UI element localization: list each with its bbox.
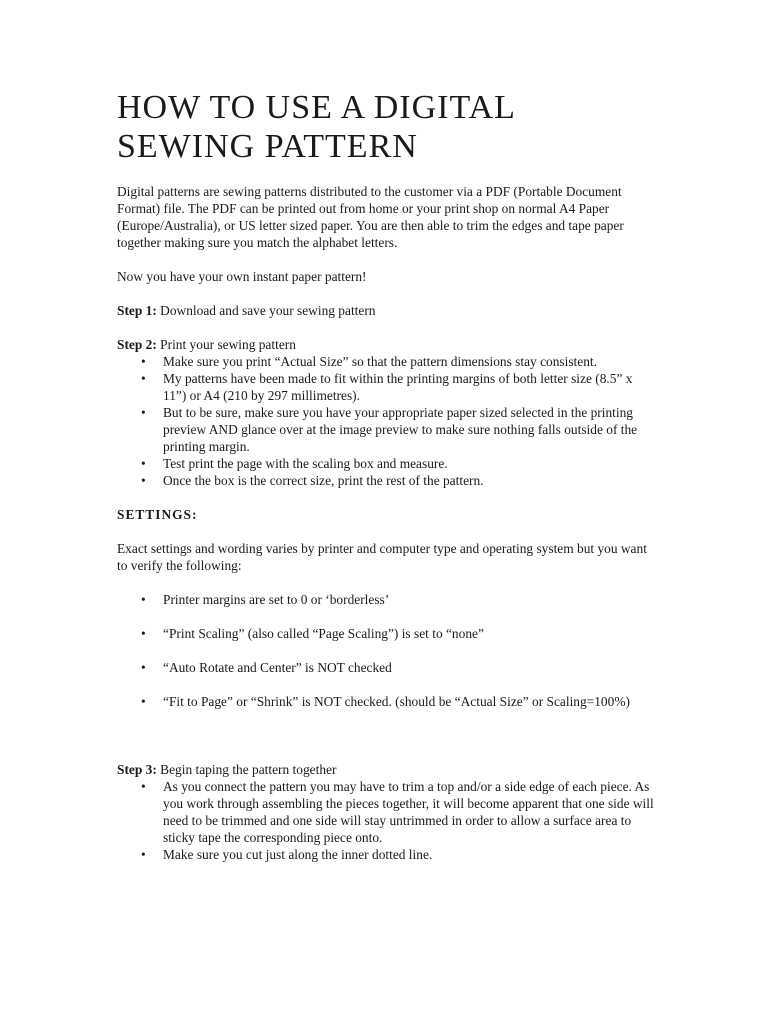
step-3 (117, 761, 657, 778)
title-line-2: SEWING PATTERN (117, 128, 418, 165)
list-item-text: As you connect the pattern you may have to trim a top and/or a side edge of each piece. As you work through assembling the pieces together, it will become apparent that one side will need to be trimmed and one side will stay untrimmed in order to allow a surface area to sticky tape the corresponding piece onto. (163, 779, 654, 845)
step-3-list (117, 778, 657, 863)
list-item-text: Make sure you print “Actual Size” so that the pattern dimensions stay consistent. (163, 354, 597, 369)
list-item (117, 353, 657, 370)
list-item-text: Printer margins are set to 0 or ‘borderless’ (163, 592, 390, 607)
list-item (117, 370, 657, 404)
list-item-text: “Fit to Page” or “Shrink” is NOT checked. (should be “Actual Size” or Scaling=100%) (163, 694, 630, 709)
step-1-label: Step 1: (117, 303, 157, 318)
list-item (117, 778, 657, 846)
bullet-icon: • (141, 779, 146, 794)
list-item-text: Once the box is the correct size, print the rest of the pattern. (163, 473, 484, 488)
list-item (117, 455, 657, 472)
settings-intro: Exact settings and wording varies by printer and computer type and operating system but you want to verify the following: (117, 541, 647, 573)
list-item (117, 591, 657, 608)
list-item-text: My patterns have been made to fit within the printing margins of both letter size (8.5” x 11”) or A4 (210 by 297 millimetres). (163, 371, 633, 403)
list-item-text: Test print the page with the scaling box and measure. (163, 456, 448, 471)
step-1-text: Download and save your sewing pattern (160, 303, 376, 318)
intro-paragraph: Digital patterns are sewing patterns distributed to the customer via a PDF (Portable Document Format) file. The PDF can be printed out from home or your print shop on normal A4 Paper (Europe/Australia), or US letter sized paper. You are then able to trim the edges and tape paper together making sure you match the alphabet letters. (117, 184, 624, 250)
bullet-icon: • (141, 456, 146, 471)
list-item (117, 659, 657, 676)
settings-heading: SETTINGS: (117, 507, 198, 522)
bullet-icon: • (141, 354, 146, 369)
step-2 (117, 336, 657, 353)
step-2-list (117, 353, 657, 489)
tagline-paragraph: Now you have your own instant paper pattern! (117, 269, 367, 284)
list-item (117, 625, 657, 642)
title-line-1: HOW TO USE A DIGITAL (117, 89, 516, 126)
settings-list (117, 591, 657, 710)
list-item (117, 472, 657, 489)
document-title (117, 88, 657, 166)
list-item-text: But to be sure, make sure you have your appropriate paper sized selected in the printing preview AND glance over at the image preview to make sure nothing falls outside of the printing margin. (163, 405, 638, 454)
step-2-text: Print your sewing pattern (160, 337, 296, 352)
bullet-icon: • (141, 371, 146, 386)
bullet-icon: • (141, 405, 146, 420)
bullet-icon: • (141, 660, 146, 675)
bullet-icon: • (141, 847, 146, 862)
bullet-icon: • (141, 626, 146, 641)
list-item-text: “Auto Rotate and Center” is NOT checked (163, 660, 392, 675)
bullet-icon: • (141, 694, 146, 709)
step-2-label: Step 2: (117, 337, 157, 352)
bullet-icon: • (141, 473, 146, 488)
bullet-icon: • (141, 592, 146, 607)
list-item (117, 404, 657, 455)
list-item (117, 846, 657, 863)
step-3-text: Begin taping the pattern together (160, 762, 337, 777)
step-1 (117, 302, 657, 319)
list-item-text: Make sure you cut just along the inner dotted line. (163, 847, 433, 862)
document-page (117, 88, 657, 863)
step-3-label: Step 3: (117, 762, 157, 777)
list-item (117, 693, 657, 710)
list-item-text: “Print Scaling” (also called “Page Scaling”) is set to “none” (163, 626, 484, 641)
